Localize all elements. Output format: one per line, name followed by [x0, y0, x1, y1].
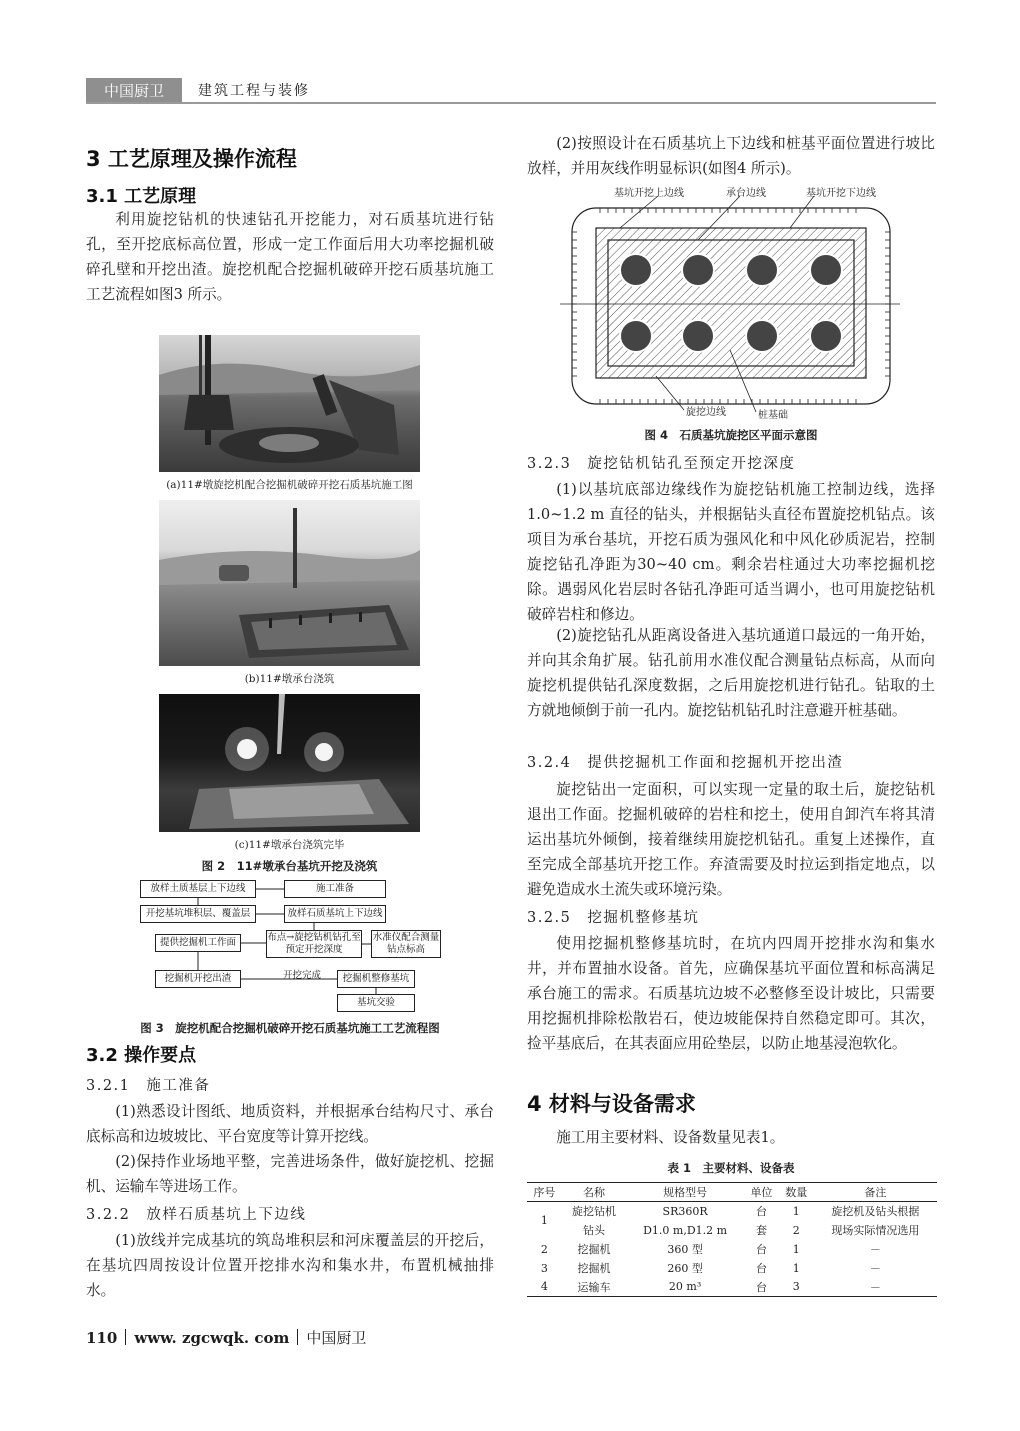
fig4-label-cap-edge: 承台边线: [726, 188, 766, 199]
fig2-subcaption-c: (c)11#墩承台浇筑完毕: [234, 839, 345, 851]
table-cell: 挖掘机: [577, 1262, 611, 1275]
table-cell: －: [869, 1262, 881, 1275]
col-header: 规格型号: [626, 1183, 744, 1202]
table-cell: 台: [755, 1262, 767, 1275]
flow-connectors: [0, 0, 500, 1030]
flow-node-5: 提供挖掘机工作面: [155, 934, 241, 952]
flow-node-4: 放样石质基坑上下边线: [284, 905, 386, 923]
flow-node-8: 挖掘机开挖出渣: [155, 970, 241, 988]
table-cell: 套: [755, 1224, 767, 1237]
table-cell: 2: [540, 1242, 548, 1256]
table-cell: 运输车: [562, 1278, 626, 1297]
flow-node-11: 基坑交验: [337, 994, 415, 1012]
section-3-2-3-paragraph-2: (2)旋挖钻孔从距离设备进入基坑通道口最远的一角开始，并向其余角扩展。钻孔前用水准仪配合测量钻点标高，从而向旋挖机提供钻孔深度数据，之后用旋挖机进行钻孔。钻取的土方就地倾倒于前一孔内。旋挖钻机钻孔时注意避开桩基础。: [527, 627, 935, 719]
table-cell: 2: [792, 1223, 800, 1237]
section-3-2-1-paragraph-1: (1)熟悉设计图纸、地质资料，并根据承台结构尺寸、承台底标高和边坡坡比、平台宽度等计算开挖线。: [86, 1103, 494, 1145]
section-3-2-4-heading: 3.2.4 提供挖掘机工作面和挖掘机开挖出渣: [527, 755, 844, 771]
section-3-2-2-paragraph-1: (1)放线并完成基坑的筑岛堆积层和河床覆盖层的开挖后，在基坑四周按设计位置开挖排水沟和集水井，布置机械抽排水。: [86, 1232, 494, 1299]
table-row: [527, 1202, 937, 1221]
flow-node-7: 水准仪配合测量钻点标高: [371, 930, 441, 958]
fig4-diagram: [560, 180, 900, 420]
col-header: 序号: [527, 1183, 562, 1202]
table-cell: 挖掘机: [577, 1243, 611, 1256]
table-cell: 旋挖机及钻头根据: [831, 1205, 920, 1219]
flow-node-6: 布点→旋挖钻机钻孔至预定开挖深度: [266, 930, 362, 958]
table-cell: 台: [755, 1205, 767, 1219]
table-cell: 20 m³: [626, 1278, 744, 1297]
section-3-2-1-heading: 3.2.1 施工准备: [86, 1078, 211, 1094]
flow-node-10: 挖掘机整修基坑: [337, 970, 415, 988]
table-cell: D1.0 m,D1.2 m: [643, 1223, 728, 1237]
section-3-2-3-paragraph-1: (1)以基坑底部边缘线作为旋挖钻机施工控制边线，选择1.0~1.2 m 直径的钻头，并根据钻头直径布置旋挖机钻点。该项目为承台基坑，开挖石质为强风化和中风化砂质泥岩，控制旋挖钻孔净距为30~40 cm。剩余岩柱通过大功率挖掘机挖除。遇弱风化岩层时各钻孔净距可适当调小，也可用旋挖钻机破碎岩柱和修边。: [527, 481, 935, 623]
table-cell: 3: [540, 1261, 548, 1275]
col-header: 数量: [779, 1183, 814, 1202]
flow-node-1: 放样土质基层上下边线: [140, 880, 256, 898]
fig4-label-upper-edge: 基坑开挖上边线: [614, 188, 684, 199]
table-cell: －: [814, 1278, 937, 1297]
section-3-2-3-heading: 3.2.3 旋挖钻机钻孔至预定开挖深度: [527, 456, 796, 472]
section-3-2-5-paragraph: 使用挖掘机整修基坑时，在坑内四周开挖排水沟和集水井，并布置抽水设备。首先，应确保基坑平面位置和标高满足承台施工的需求。石质基坑边坡不必整修至设计坡比，只需要用挖掘机排除松散岩石，使边坡能保持自然稳定即可。其次，捡平基底后，在其表面应用砼垫层，以防止地基浸泡软化。: [527, 935, 935, 1052]
table1-caption: 表 1 主要材料、设备表: [667, 1161, 795, 1175]
footer-url[interactable]: www. zgcwqk. com: [134, 1329, 290, 1347]
table-row: [527, 1221, 937, 1240]
journal-tag: 中国厨卫: [86, 78, 182, 104]
section-3-1-paragraph: 利用旋挖钻机的快速钻孔开挖能力，对石质基坑进行钻孔，至开挖底标高位置，形成一定工作面后用大功率挖掘机破碎孔壁和开挖出渣。旋挖机配合挖掘机破碎开挖石质基坑施工工艺流程如图3 所示。: [86, 211, 494, 303]
table-cell: 1: [540, 1214, 548, 1228]
table-cell: 现场实际情况选用: [831, 1224, 920, 1237]
table-cell: 1: [792, 1204, 800, 1218]
table-cell: 旋挖钻机: [571, 1205, 616, 1219]
table-cell: 360 型: [667, 1243, 703, 1256]
table-cell: 260 型: [667, 1262, 703, 1275]
table-row: [527, 1278, 937, 1297]
fig4-label-lower-edge: 基坑开挖下边线: [806, 188, 876, 199]
fig4-caption: 图 4 石质基坑旋挖区平面示意图: [644, 428, 818, 442]
section-3-2-2-heading: 3.2.2 放样石质基坑上下边线: [86, 1207, 307, 1223]
col-header: 备注: [814, 1183, 937, 1202]
fig2-subcaption-b: (b)11#墩承台浇筑: [244, 673, 335, 685]
section-3-heading: 3 工艺原理及操作流程: [86, 147, 297, 171]
fig2-subcaption-a: (a)11#墩旋挖机配合挖掘机破碎开挖石质基坑施工图: [166, 479, 413, 491]
fig4-label-pile: 桩基础: [758, 410, 788, 421]
footer-separator: [297, 1329, 298, 1345]
col-header: 名称: [562, 1183, 626, 1202]
table-cell: －: [869, 1243, 881, 1256]
flow-node-2: 施工准备: [284, 880, 386, 898]
section-title: 建筑工程与装修: [198, 83, 310, 99]
col-header: 单位: [744, 1183, 779, 1202]
table-cell: 4: [527, 1278, 562, 1297]
table-cell: 1: [792, 1261, 800, 1275]
page-footer: [86, 1327, 366, 1348]
materials-table: [527, 1182, 937, 1297]
footer-separator: [125, 1329, 126, 1345]
table1: [527, 1182, 937, 1297]
fig4-label-drill-edge: 旋挖边线: [686, 407, 726, 418]
section-3-2-1-paragraph-2: (2)保持作业场地平整，完善进场条件，做好旋挖机、挖掘机、运输车等进场工作。: [86, 1153, 494, 1195]
flow-node-3: 开挖基坑堆积层、覆盖层: [140, 905, 256, 923]
fig2-caption: 图 2 11#墩承台基坑开挖及浇筑: [201, 859, 378, 873]
fig4-plan-svg: [560, 180, 900, 420]
flow-label-complete: 开挖完成: [283, 970, 322, 981]
section-3-2-4-paragraph: 旋挖钻出一定面积，可以实现一定量的取土后，旋挖钻机退出工作面。挖掘机破碎的岩柱和挖土，使用自卸汽车将其清运出基坑外倾倒，接着继续用旋挖机钻孔。重复上述操作，直至完成全部基坑开挖工作。弃渣需要及时拉运到指定地点，以避免造成水土流失或环境污染。: [527, 781, 935, 898]
table-cell: 1: [792, 1242, 800, 1256]
section-4-heading: 4 材料与设备需求: [527, 1092, 696, 1116]
section-3-1-heading: 3.1 工艺原理: [86, 186, 197, 207]
page-number: 110: [86, 1329, 118, 1347]
table-cell: 3: [779, 1278, 814, 1297]
table-header-row: [527, 1183, 937, 1202]
table-cell: 台: [744, 1278, 779, 1297]
table-cell: 台: [755, 1243, 767, 1256]
table-cell: 钻头: [582, 1224, 605, 1237]
table-cell: SR360R: [662, 1204, 708, 1218]
table-row: [527, 1259, 937, 1278]
footer-journal: 中国厨卫: [306, 1329, 367, 1347]
table-row: [527, 1240, 937, 1259]
section-4-paragraph: 施工用主要材料、设备数量见表1。: [556, 1129, 785, 1146]
fig3-caption: 图 3 旋挖机配合挖掘机破碎开挖石质基坑施工工艺流程图: [140, 1021, 440, 1035]
section-3-2-5-heading: 3.2.5 挖掘机整修基坑: [527, 910, 700, 926]
section-3-2-heading: 3.2 操作要点: [86, 1045, 197, 1066]
section-3-2-2-paragraph-2: (2)按照设计在石质基坑上下边线和桩基平面位置进行坡比放样，并用灰线作明显标识(如图4 所示)。: [527, 135, 935, 177]
